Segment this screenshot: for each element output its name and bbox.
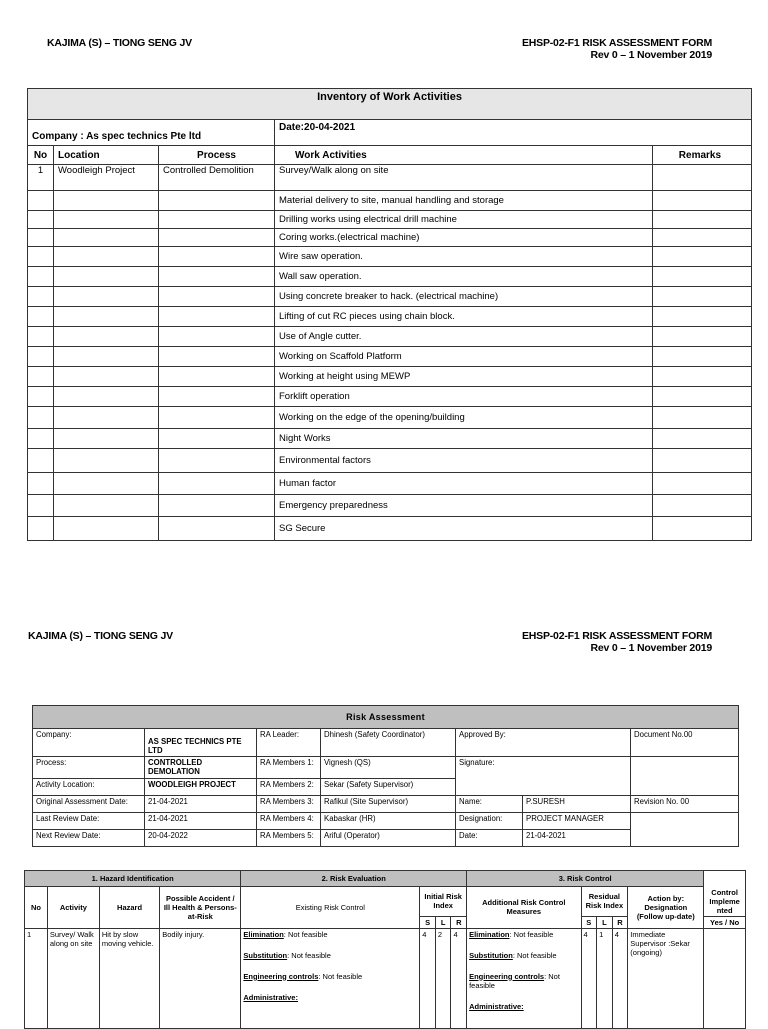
form-title-text-2: EHSP-02-F1 RISK ASSESSMENT FORM [521, 630, 712, 642]
form-title-2 [522, 630, 712, 654]
row-remarks [653, 267, 752, 287]
table-row [28, 287, 752, 307]
hazard-section-2: 2. Risk Evaluation [241, 871, 467, 887]
revision-text-2: Rev 0 – 1 November 2019 [590, 642, 712, 654]
table-row [28, 267, 752, 287]
hz-row-existing [241, 928, 420, 1028]
row-activity: Material delivery to site, manual handling and storage [275, 191, 653, 211]
row-remarks [653, 165, 752, 191]
row-remarks [653, 247, 752, 267]
row-activity: Human factor [275, 473, 653, 495]
hz-yesno: Yes / No [704, 916, 746, 928]
row-activity: Coring works.(electrical machine) [275, 229, 653, 247]
ra-next-value: 20-04-2022 [145, 830, 257, 847]
row-process [159, 449, 275, 473]
row-activity: Lifting of cut RC pieces using chain block. [275, 307, 653, 327]
row-remarks [653, 229, 752, 247]
row-no [28, 347, 54, 367]
ra-blank-cell [631, 757, 739, 796]
row-process [159, 495, 275, 517]
ra-m3-label: RA Members 3: [257, 796, 321, 813]
hz-l1: L [435, 916, 451, 928]
hz-l2: L [597, 916, 613, 928]
row-location [54, 287, 159, 307]
row-activity: Working at height using MEWP [275, 367, 653, 387]
table-row [28, 165, 752, 191]
row-location [54, 473, 159, 495]
row-no [28, 429, 54, 449]
row-remarks [653, 287, 752, 307]
row-location [54, 407, 159, 429]
ra-leader-value: Dhinesh (Safety Coordinator) [321, 729, 456, 757]
subs-text: : Not feasible [287, 950, 331, 960]
table-row [28, 449, 752, 473]
ra-date-label: Date: [456, 830, 523, 847]
ra-blank-cell-2 [631, 813, 739, 847]
row-no [28, 247, 54, 267]
row-location [54, 347, 159, 367]
hz-r1: R [451, 916, 467, 928]
row-location [54, 267, 159, 287]
ra-m5-label: RA Members 5: [257, 830, 321, 847]
hazard-row [25, 928, 746, 1028]
row-remarks [653, 429, 752, 449]
ra-m5-value: Ariful (Operator) [321, 830, 456, 847]
hz-row-activity: Survey/ Walk along on site [47, 928, 99, 1028]
hz-row-action: Immediate Supervisor :Sekar (ongoing) [628, 928, 704, 1028]
risk-assessment-info [32, 705, 739, 847]
hz-col-initial: Initial Risk Index [420, 887, 467, 917]
ra-signature-label: Signature: [456, 757, 631, 796]
hz-row-implemented [704, 928, 746, 1028]
ra-revision-label: Revision No. 00 [631, 796, 739, 813]
inventory-title: Inventory of Work Activities [28, 89, 752, 120]
hz-row-s1: 4 [420, 928, 436, 1028]
eng-text: : Not feasible [318, 971, 363, 981]
ra-process-label: Process: [33, 757, 145, 779]
ra-location-label: Activity Location: [33, 779, 145, 796]
row-location [54, 211, 159, 229]
table-row [28, 495, 752, 517]
col-remarks: Remarks [653, 146, 752, 165]
ra-location-value: WOODLEIGH PROJECT [145, 779, 257, 796]
row-remarks [653, 449, 752, 473]
row-process [159, 367, 275, 387]
table-row [28, 191, 752, 211]
a-admin-label: Administrative: [469, 1001, 524, 1011]
hz-s1: S [420, 916, 436, 928]
hz-s2: S [581, 916, 597, 928]
row-process [159, 247, 275, 267]
row-process: Controlled Demolition [159, 165, 275, 191]
row-location [54, 191, 159, 211]
table-row [28, 327, 752, 347]
ra-orig-label: Original Assessment Date: [33, 796, 145, 813]
row-activity: SG Secure [275, 517, 653, 541]
hz-row-no: 1 [25, 928, 48, 1028]
col-activities: Work Activities [275, 146, 653, 165]
row-process [159, 347, 275, 367]
row-no [28, 211, 54, 229]
row-location [54, 449, 159, 473]
hz-col-possible: Possible Accident / Ill Health & Persons-at-Risk [160, 887, 241, 929]
row-no [28, 495, 54, 517]
hz-row-l2: 1 [597, 928, 613, 1028]
ra-m1-label: RA Members 1: [257, 757, 321, 779]
row-process [159, 387, 275, 407]
ra-last-value: 21-04-2021 [145, 813, 257, 830]
col-process: Process [159, 146, 275, 165]
hazard-section-blank [704, 871, 746, 887]
a-elim-label: Elimination [469, 929, 510, 939]
row-no [28, 367, 54, 387]
col-no: No [28, 146, 54, 165]
row-no: 1 [28, 165, 54, 191]
a-eng-text: : Not feasible [469, 971, 560, 990]
hz-col-no: No [25, 887, 48, 929]
ra-orig-value: 21-04-2021 [145, 796, 257, 813]
row-location [54, 229, 159, 247]
row-activity: Forklift operation [275, 387, 653, 407]
row-process [159, 211, 275, 229]
inventory-body [28, 165, 752, 541]
subs-label: Substitution [243, 950, 288, 960]
ra-title: Risk Assessment [33, 706, 739, 729]
row-no [28, 267, 54, 287]
hz-col-existing: Existing Risk Control [241, 887, 420, 929]
eng-label: Engineering controls [243, 971, 319, 981]
hz-col-action: Action by: Designation (Follow up-date) [628, 887, 704, 929]
hz-row-additional [467, 928, 581, 1028]
row-activity: Working on Scaffold Platform [275, 347, 653, 367]
table-row [28, 407, 752, 429]
row-remarks [653, 211, 752, 229]
hz-row-r1: 4 [451, 928, 467, 1028]
row-no [28, 407, 54, 429]
row-process [159, 327, 275, 347]
table-row [28, 429, 752, 449]
row-location [54, 517, 159, 541]
ra-company-label: Company: [33, 729, 145, 757]
row-no [28, 287, 54, 307]
row-location: Woodleigh Project [54, 165, 159, 191]
row-remarks [653, 191, 752, 211]
hz-row-possible: Bodily injury. [160, 928, 241, 1028]
a-subs-label: Substitution [469, 950, 513, 960]
ra-designation-label: Designation: [456, 813, 523, 830]
row-location [54, 307, 159, 327]
a-eng-label: Engineering controls [469, 971, 545, 981]
row-location [54, 495, 159, 517]
row-process [159, 517, 275, 541]
row-process [159, 229, 275, 247]
hz-col-control: Control Impleme nted [704, 887, 746, 917]
row-remarks [653, 307, 752, 327]
hz-col-additional: Additional Risk Control Measures [467, 887, 581, 929]
row-no [28, 387, 54, 407]
table-row [28, 229, 752, 247]
company-header: KAJIMA (S) – TIONG SENG JV [47, 37, 192, 49]
row-activity: Survey/Walk along on site [275, 165, 653, 191]
table-row [28, 307, 752, 327]
row-activity: Working on the edge of the opening/building [275, 407, 653, 429]
table-row [28, 517, 752, 541]
ra-name-value: P.SURESH [523, 796, 631, 813]
hz-col-hazard: Hazard [99, 887, 159, 929]
hz-row-hazard: Hit by slow moving vehicle. [99, 928, 159, 1028]
hazard-section-1: 1. Hazard Identification [25, 871, 241, 887]
row-no [28, 517, 54, 541]
ra-date-value: 21-04-2021 [523, 830, 631, 847]
row-location [54, 367, 159, 387]
elim-text: : Not feasible [283, 929, 328, 939]
col-location: Location [54, 146, 159, 165]
row-no [28, 473, 54, 495]
row-process [159, 429, 275, 449]
hazard-section-3: 3. Risk Control [467, 871, 704, 887]
a-subs-text: : Not feasible [512, 950, 557, 960]
ra-leader-label: RA Leader: [257, 729, 321, 757]
hz-row-r2: 4 [612, 928, 628, 1028]
row-remarks [653, 367, 752, 387]
ra-company-value: AS SPEC TECHNICS PTE LTD [145, 729, 257, 757]
hz-row-l1: 2 [435, 928, 451, 1028]
inventory-company: Company : As spec technics Pte ltd [28, 120, 275, 146]
row-remarks [653, 517, 752, 541]
ra-m3-value: Rafikul (Site Supervisor) [321, 796, 456, 813]
ra-m4-label: RA Members 4: [257, 813, 321, 830]
row-no [28, 191, 54, 211]
row-process [159, 287, 275, 307]
row-activity: Environmental factors [275, 449, 653, 473]
ra-document-label: Document No.00 [631, 729, 739, 757]
row-location [54, 429, 159, 449]
row-process [159, 307, 275, 327]
row-location [54, 327, 159, 347]
row-location [54, 387, 159, 407]
table-row [28, 367, 752, 387]
table-row [28, 387, 752, 407]
row-no [28, 327, 54, 347]
ra-m2-value: Sekar (Safety Supervisor) [321, 779, 456, 796]
row-process [159, 407, 275, 429]
revision-text: Rev 0 – 1 November 2019 [590, 49, 712, 61]
row-no [28, 229, 54, 247]
row-process [159, 191, 275, 211]
ra-name-label: Name: [456, 796, 523, 813]
form-title-text: EHSP-02-F1 RISK ASSESSMENT FORM [521, 37, 712, 49]
elim-label: Elimination [243, 929, 284, 939]
row-no [28, 449, 54, 473]
row-activity: Wire saw operation. [275, 247, 653, 267]
hz-col-activity: Activity [47, 887, 99, 929]
ra-m2-label: RA Members 2: [257, 779, 321, 796]
table-row [28, 473, 752, 495]
ra-approved-label: Approved By: [456, 729, 631, 757]
row-remarks [653, 347, 752, 367]
row-no [28, 307, 54, 327]
form-title [522, 37, 712, 61]
row-remarks [653, 407, 752, 429]
hazard-table [24, 870, 746, 1029]
inventory-table [27, 88, 752, 541]
ra-next-label: Next Review Date: [33, 830, 145, 847]
inventory-date: Date:20-04-2021 [275, 120, 752, 146]
row-remarks [653, 387, 752, 407]
row-activity: Wall saw operation. [275, 267, 653, 287]
a-elim-text: : Not feasible [509, 929, 554, 939]
ra-m4-value: Kabaskar (HR) [321, 813, 456, 830]
table-row [28, 247, 752, 267]
row-location [54, 247, 159, 267]
row-process [159, 473, 275, 495]
ra-designation-value: PROJECT MANAGER [523, 813, 631, 830]
ra-process-value: CONTROLLED DEMOLATION [145, 757, 257, 779]
hz-col-residual: Residual Risk Index [581, 887, 628, 917]
row-remarks [653, 495, 752, 517]
company-header-2: KAJIMA (S) – TIONG SENG JV [28, 630, 173, 642]
hz-row-s2: 4 [581, 928, 597, 1028]
row-activity: Use of Angle cutter. [275, 327, 653, 347]
row-remarks [653, 473, 752, 495]
row-remarks [653, 327, 752, 347]
row-activity: Emergency preparedness [275, 495, 653, 517]
ra-m1-value: Vignesh (QS) [321, 757, 456, 779]
row-activity: Using concrete breaker to hack. (electrical machine) [275, 287, 653, 307]
row-activity: Night Works [275, 429, 653, 449]
ra-last-label: Last Review Date: [33, 813, 145, 830]
table-row [28, 211, 752, 229]
row-activity: Drilling works using electrical drill machine [275, 211, 653, 229]
admin-label: Administrative: [243, 992, 298, 1002]
table-row [28, 347, 752, 367]
row-process [159, 267, 275, 287]
hz-r2: R [612, 916, 628, 928]
